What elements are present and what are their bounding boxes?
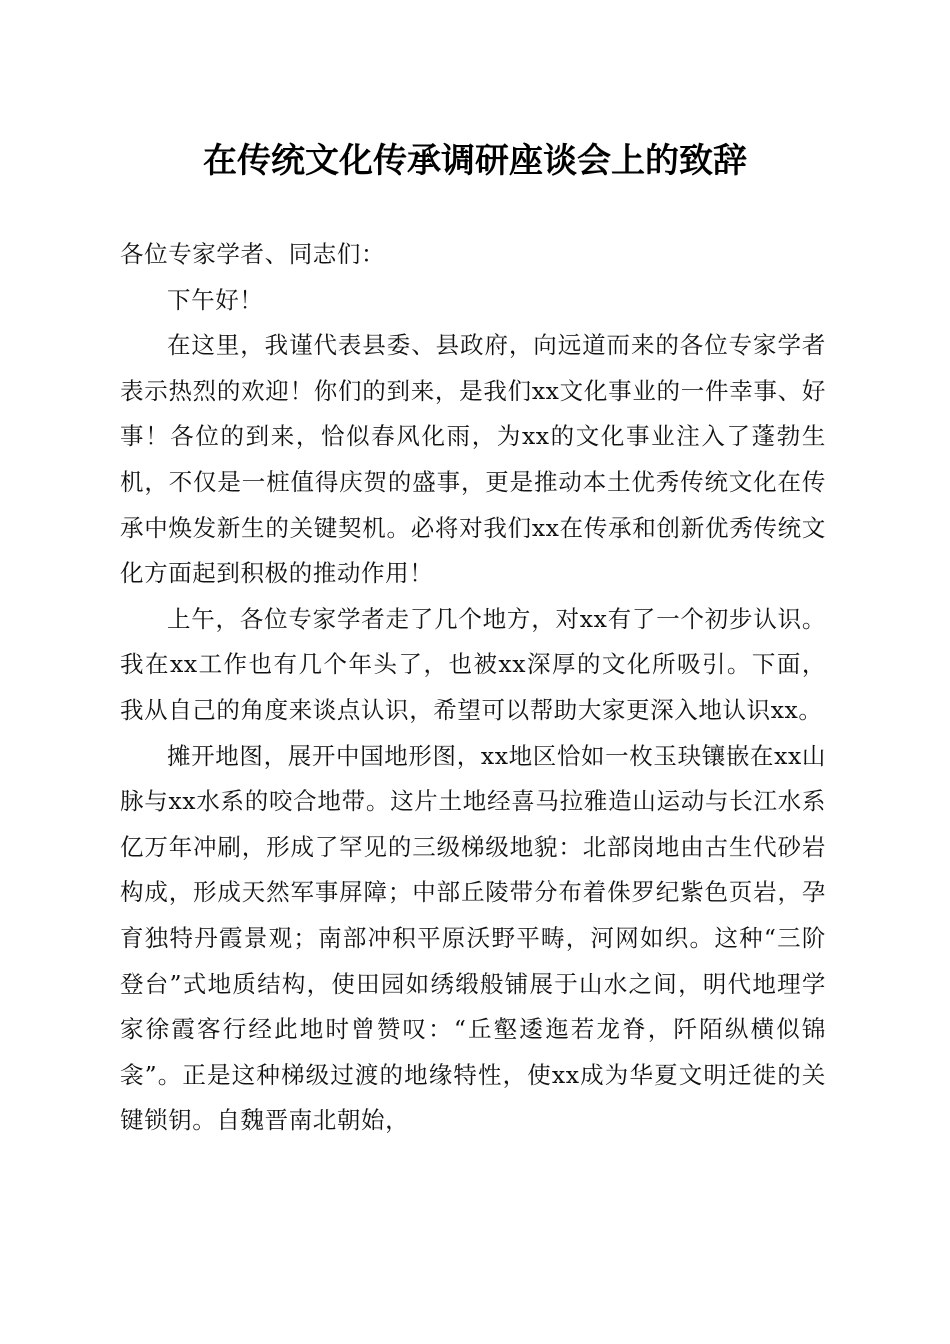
document-title: 在传统文化传承调研座谈会上的致辞 <box>203 141 747 181</box>
paragraph-welcome: 在这里，我谨代表县委、县政府，向远道而来的各位专家学者表示热烈的欢迎！你们的到来，是我们xx文化事业的一件幸事、好事！各位的到来，恰似春风化雨，为xx的文化事业注入了蓬勃生机，不仅是一桩值得庆贺的盛事，更是推动本土优秀传统文化在传承中焕发新生的关键契机。必将对我们xx在传承和创新优秀传统文化方面起到积极的推动作用！ <box>120 331 826 588</box>
paragraph-introduction: 上午，各位专家学者走了几个地方，对xx有了一个初步认识。我在xx工作也有几个年头了，也被xx深厚的文化所吸引。下面，我从自己的角度来谈点认识，希望可以帮助大家更深入地认识xx。 <box>120 604 826 724</box>
salutation: 各位专家学者、同志们： <box>120 240 386 268</box>
paragraph-greeting: 下午好！ <box>167 285 264 314</box>
document-body <box>120 232 826 1144</box>
paragraph-geography: 摊开地图，展开中国地形图，xx地区恰如一枚玉玦镶嵌在xx山脉与xx水系的咬合地带。这片土地经喜马拉雅造山运动与长江水系亿万年冲刷，形成了罕见的三级梯级地貌：北部岗地由古生代砂岩构成，形成天然军事屏障；中部丘陵带分布着侏罗纪紫色页岩，孕育独特丹霞景观；南部冲积平原沃野平畴，河网如织。这种“三阶登台”式地质结构，使田园如绣缎般铺展于山水之间，明代地理学家徐霞客行经此地时曾赞叹：“丘壑逶迤若龙脊，阡陌纵横似锦衾”。正是这种梯级过渡的地缘特性，使xx成为华夏文明迁徙的关键锁钥。自魏晋南北朝始， <box>120 741 826 1135</box>
